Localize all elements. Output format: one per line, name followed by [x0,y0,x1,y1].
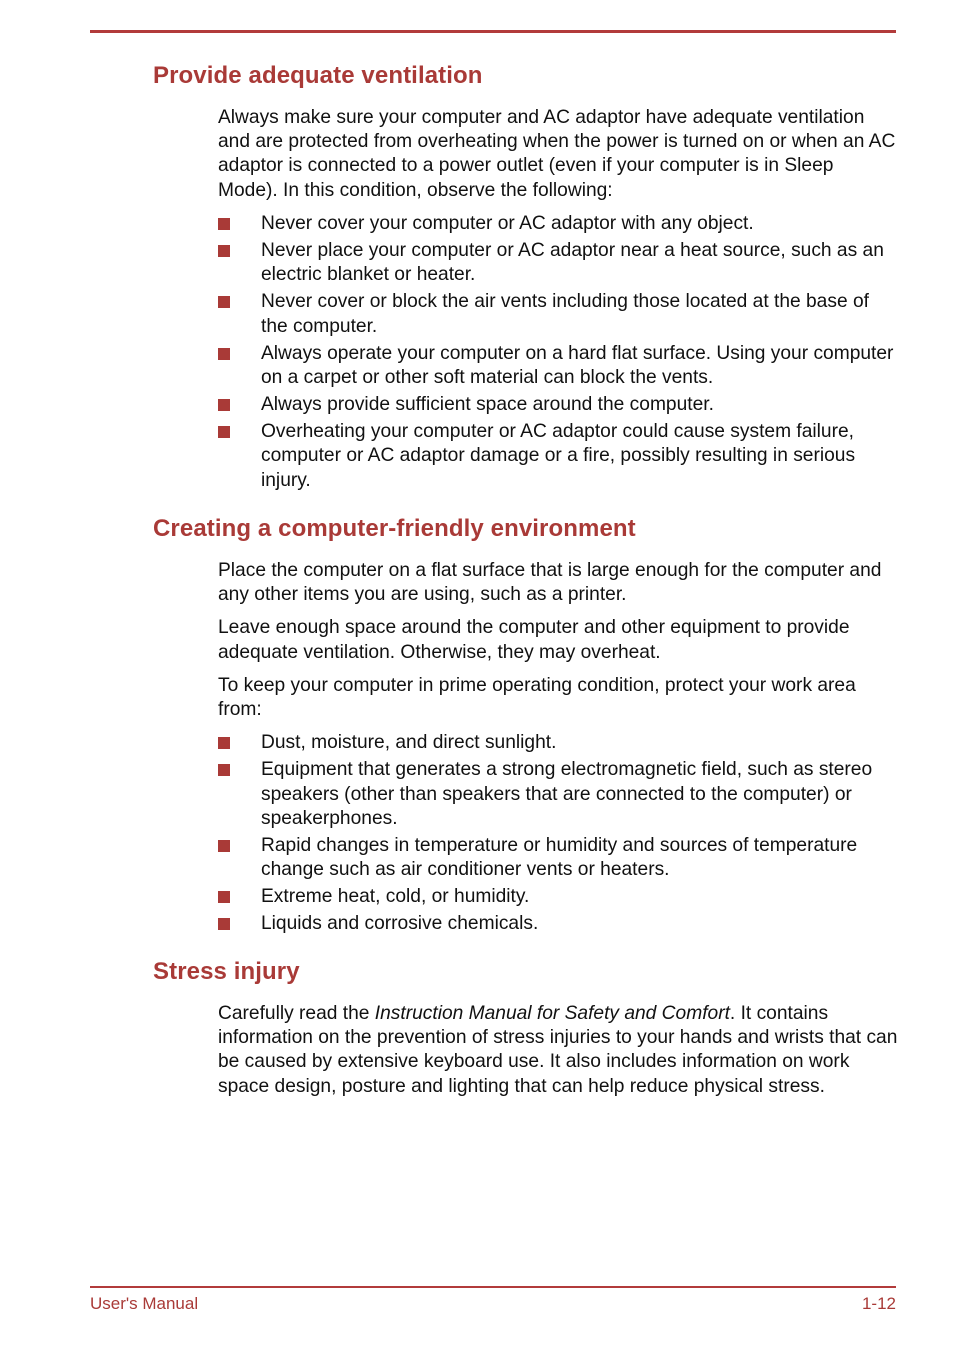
square-bullet-icon [218,840,230,852]
section-heading-ventilation: Provide adequate ventilation [153,62,483,89]
paragraph: Carefully read the Instruction Manual for Safety and Comfort. It contains information on the prevention of stress injuries to your hands and wrists that can be caused by extensive keyboard use. It also includes information on work space design, posture and lighting that can help reduce physical stress. [218,1003,898,1097]
section-heading-stress-injury: Stress injury [153,958,300,985]
list-item: Always operate your computer on a hard flat surface. Using your computer on a carpet or other soft material can block the vents. [218,342,898,391]
list-item: Overheating your computer or AC adaptor could cause system failure, computer or AC adaptor damage or a fire, possibly resulting in serious injury. [218,420,898,493]
footer-manual-name: User's Manual [90,1294,199,1313]
list-item: Never place your computer or AC adaptor near a heat source, such as an electric blanket or heater. [218,239,898,288]
list-item: Extreme heat, cold, or humidity. [218,885,898,909]
square-bullet-icon [218,426,230,438]
square-bullet-icon [218,737,230,749]
section-body-stress-injury [218,1002,898,1099]
square-bullet-icon [218,348,230,360]
section-body-environment [218,559,898,939]
square-bullet-icon [218,218,230,230]
list-item: Dust, moisture, and direct sunlight. [218,731,898,755]
square-bullet-icon [218,399,230,411]
page-number: 1-12 [861,1294,896,1313]
list-item: Never cover your computer or AC adaptor with any object. [218,212,898,236]
list-item: Never cover or block the air vents including those located at the base of the computer. [218,290,898,339]
section-body-ventilation [218,106,898,496]
list-item: Equipment that generates a strong electromagnetic field, such as stereo speakers (other than speakers that are connected to the computer) or speakerphones. [218,758,898,831]
header-rule [90,30,896,33]
square-bullet-icon [218,918,230,930]
square-bullet-icon [218,764,230,776]
bullet-list [218,212,898,493]
list-item: Always provide sufficient space around the computer. [218,393,898,417]
paragraph: Always make sure your computer and AC adaptor have adequate ventilation and are protected from overheating when the power is turned on or when an AC adaptor is connected to a power outlet (even if your computer is in Sleep Mode). In this condition, observe the following: [218,107,896,201]
footer-rule [90,1286,896,1288]
section-heading-environment: Creating a computer-friendly environment [153,515,636,542]
list-item: Rapid changes in temperature or humidity and sources of temperature change such as air conditioner vents or heaters. [218,834,898,883]
paragraph: Leave enough space around the computer and other equipment to provide adequate ventilation. Otherwise, they may overheat. [218,617,850,663]
square-bullet-icon [218,891,230,903]
paragraph: Place the computer on a flat surface that is large enough for the computer and any other items you are using, such as a printer. [218,560,882,606]
list-item: Liquids and corrosive chemicals. [218,912,898,936]
bullet-list [218,731,898,937]
square-bullet-icon [218,245,230,257]
manual-title: Instruction Manual for Safety and Comfort [374,1003,730,1024]
square-bullet-icon [218,296,230,308]
paragraph: To keep your computer in prime operating condition, protect your work area from: [218,674,856,721]
